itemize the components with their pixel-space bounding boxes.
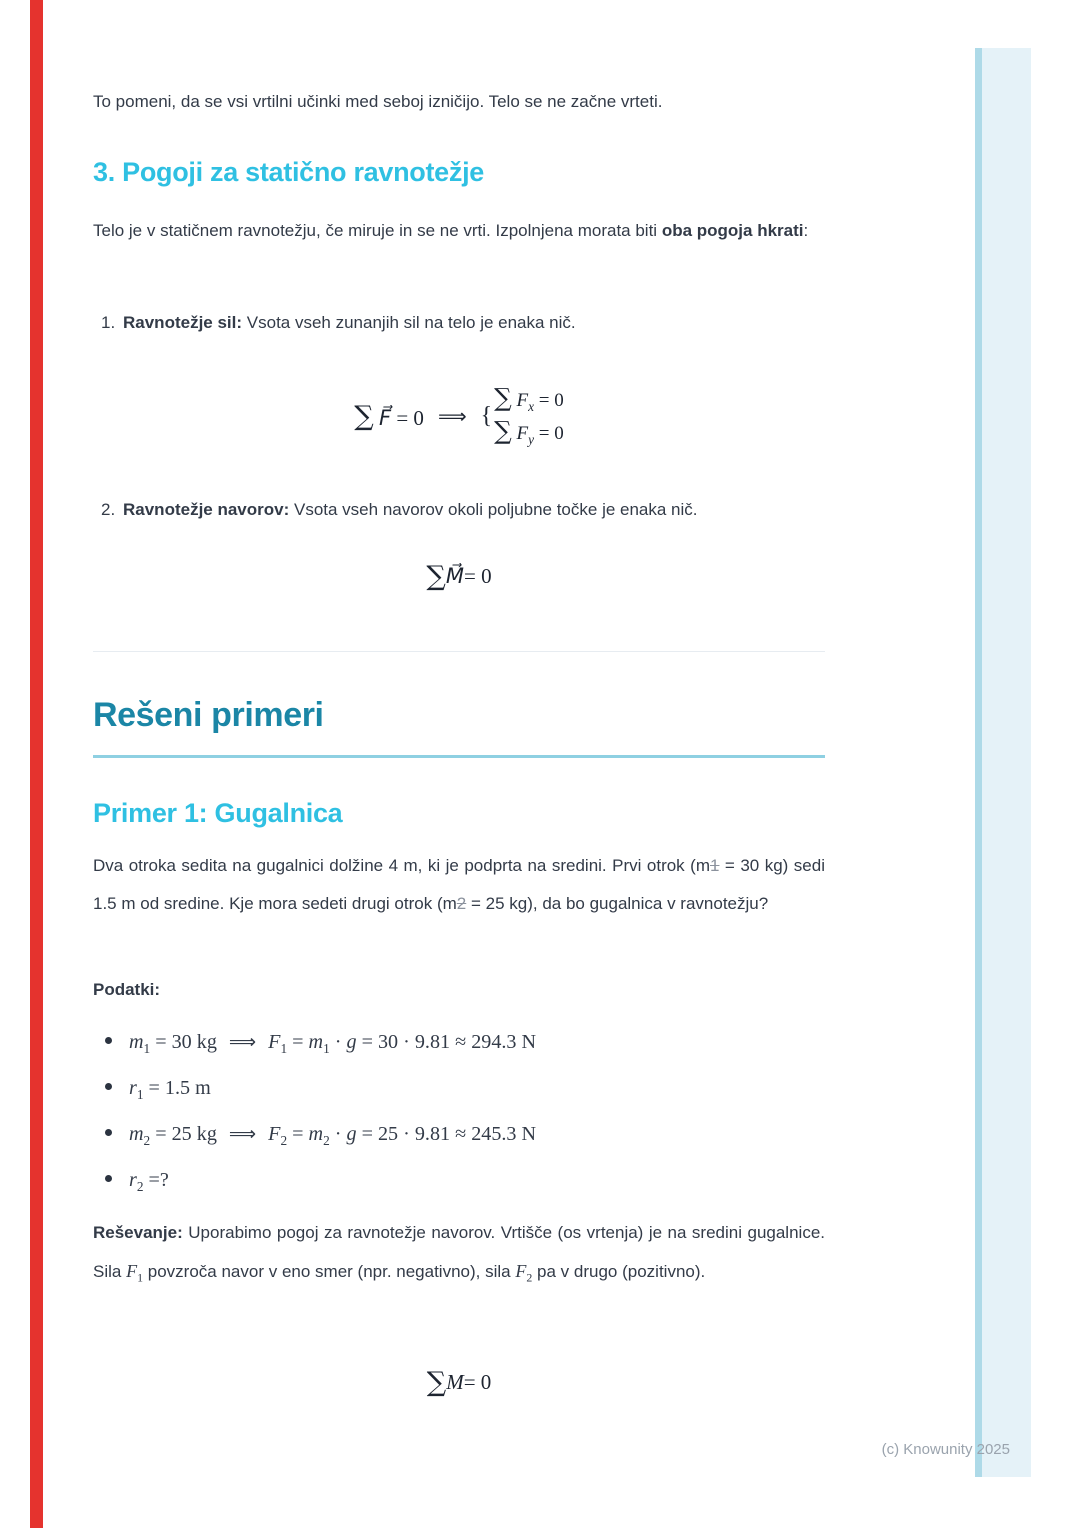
given-data-list (93, 1028, 825, 1212)
page-edge-stripe (975, 48, 1031, 1477)
list-number: 2. (101, 500, 116, 519)
bullet-dot (105, 1083, 112, 1090)
example1-problem-paragraph: Dva otroka sedita na gugalnici dolžine 4 m, ki je podprta na sredini. Prvi otrok (m1 = 30 kg) sedi 1.5 m od sredine. Kje mora sedeti drugi otrok (m2 = 25 kg), da bo gugalnica v ravnotežju? (93, 856, 825, 913)
section-lead-paragraph: Telo je v statičnem ravnotežju, če miruje in se ne vrti. Izpolnjena morata biti oba pogoja hkrati: (93, 221, 809, 240)
numbered-item-torque-balance (93, 497, 825, 523)
math-line: $m_1 = 30$ kg ⟹ $F_1 = m_1 \cdot g = 30 \cdot 9.81 \approx 294.3$ N (129, 1031, 537, 1056)
bullet-dot (105, 1037, 112, 1044)
copyright-footer: (c) Knowunity 2025 (881, 1441, 1010, 1458)
math-line: $m_2 = 25$ kg ⟹ $F_2 = m_2 \cdot g = 25 \cdot 9.81 \approx 245.3$ N (129, 1123, 537, 1148)
formula-sum-f: ∑ F⃗ = 0 (354, 400, 424, 432)
list-number: 1. (101, 313, 116, 332)
example1-solving-paragraph: Reševanje: Uporabimo pogoj za ravnotežje navorov. Vrtišče (os vrtenja) je na sredini gugalnice. Sila $F_1$ povzroča navor v eno smer (npr. negativno), sila $F_2$ pa v drugo (pozitivno). (93, 1223, 825, 1285)
example1-heading: Primer 1: Gugalnica (93, 798, 343, 828)
bullet-dot (105, 1129, 112, 1136)
torque-equilibrium-formula: ∑ M⃗ = 0 (426, 560, 492, 592)
bullet-dot (105, 1175, 112, 1182)
formula-case-x: ∑ $F_x = 0$ (494, 383, 564, 414)
formula-cases (494, 383, 564, 449)
data-label: Podatki: (93, 980, 161, 999)
example1-torque-formula: ∑ M = 0 (426, 1366, 492, 1398)
numbered-item-force-balance (93, 310, 825, 336)
list-item-m2 (93, 1120, 825, 1149)
list-item-text: Ravnotežje navorov: Vsota vseh navorov okoli poljubne točke je enaka nič. (123, 500, 698, 519)
examples-section-title: Rešeni primeri (93, 696, 324, 734)
intro-paragraph: To pomeni, da se vsi vrtilni učinki med seboj izničijo. Telo se ne začne vrteti. (93, 92, 663, 111)
list-item-text: Ravnotežje sil: Vsota vseh zunanjih sil na telo je enaka nič. (123, 313, 576, 332)
implies-arrow: ⟹ (437, 404, 467, 428)
list-item-r2 (93, 1166, 825, 1195)
formula-case-y: ∑ $F_y = 0$ (494, 416, 564, 447)
math-line: $r_2$ =? (129, 1169, 169, 1194)
list-item-m1 (93, 1028, 825, 1057)
section-divider (93, 651, 825, 652)
force-equilibrium-formula (93, 378, 825, 454)
math-line: $r_1 = 1.5$ m (129, 1077, 211, 1102)
left-accent-bar (30, 0, 43, 1528)
examples-title-underline (93, 755, 825, 758)
section-heading-static-equilibrium: 3. Pogoji za statično ravnotežje (93, 157, 484, 187)
cases-brace: { (480, 402, 493, 429)
list-item-r1 (93, 1074, 825, 1103)
